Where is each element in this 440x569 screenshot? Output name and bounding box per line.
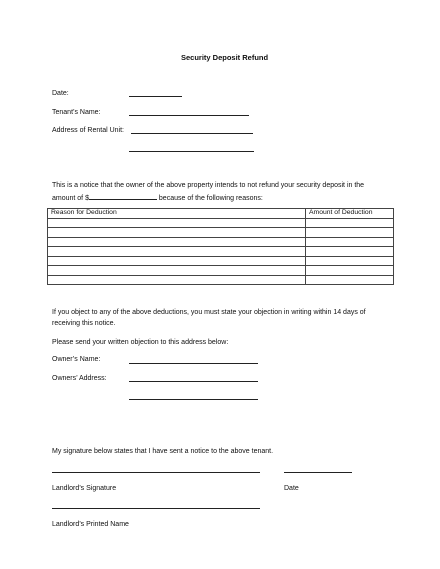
signature-statement: My signature below states that I have sent a notice to the above tenant. (52, 448, 274, 455)
amount-cell[interactable] (306, 218, 394, 228)
reason-cell[interactable] (48, 256, 306, 266)
deductions-table (47, 208, 394, 285)
owner-address-field-line-1[interactable] (129, 381, 258, 382)
table-row (48, 275, 394, 285)
deposit-amount-field-line[interactable] (89, 192, 157, 200)
amount-cell[interactable] (306, 256, 394, 266)
notice-amount-prefix: amount of $ (52, 195, 89, 202)
table-row (48, 237, 394, 247)
objection-text-line-2: receiving this notice. (52, 320, 116, 327)
deductions-table-header-row (48, 209, 394, 219)
signature-date-label: Date (284, 485, 299, 492)
owner-name-label: Owner’s Name: (52, 356, 101, 363)
reason-cell[interactable] (48, 266, 306, 276)
reason-cell[interactable] (48, 237, 306, 247)
document-title: Security Deposit Refund (181, 53, 269, 62)
landlord-printed-name-label: Landlord’s Printed Name (52, 521, 129, 528)
notice-text-line-2 (52, 192, 263, 203)
rental-address-field-line-1[interactable] (131, 133, 253, 134)
signature-date-line[interactable] (284, 472, 352, 473)
reason-cell[interactable] (48, 228, 306, 238)
landlord-printed-name-line[interactable] (52, 508, 260, 509)
objection-text-line-1: If you object to any of the above deductions, you must state your objection in writing within 14 days of (52, 309, 366, 316)
reason-cell[interactable] (48, 275, 306, 285)
table-row (48, 247, 394, 257)
owner-address-field-line-2[interactable] (129, 399, 258, 400)
reason-cell[interactable] (48, 218, 306, 228)
owner-name-field-line[interactable] (129, 363, 258, 364)
table-row (48, 218, 394, 228)
table-row (48, 228, 394, 238)
send-objection-text: Please send your written objection to this address below: (52, 339, 229, 346)
tenant-name-label: Tenant’s Name: (52, 109, 101, 116)
table-row (48, 256, 394, 266)
landlord-signature-line[interactable] (52, 472, 260, 473)
notice-text-line-1: This is a notice that the owner of the above property intends to not refund your security deposit in the (52, 182, 365, 189)
notice-amount-suffix: because of the following reasons: (156, 195, 263, 202)
amount-cell[interactable] (306, 247, 394, 257)
date-field-line[interactable] (129, 96, 182, 97)
reason-column-header: Reason for Deduction (48, 209, 306, 219)
table-row (48, 266, 394, 276)
tenant-name-field-line[interactable] (129, 115, 249, 116)
owner-address-label: Owners’ Address: (52, 375, 107, 382)
amount-column-header: Amount of Deduction (306, 209, 394, 219)
landlord-signature-label: Landlord’s Signature (52, 485, 117, 492)
rental-address-field-line-2[interactable] (129, 151, 254, 152)
amount-cell[interactable] (306, 228, 394, 238)
date-label: Date: (52, 90, 69, 97)
amount-cell[interactable] (306, 237, 394, 247)
amount-cell[interactable] (306, 266, 394, 276)
rental-address-label: Address of Rental Unit: (52, 127, 124, 134)
reason-cell[interactable] (48, 247, 306, 257)
amount-cell[interactable] (306, 275, 394, 285)
